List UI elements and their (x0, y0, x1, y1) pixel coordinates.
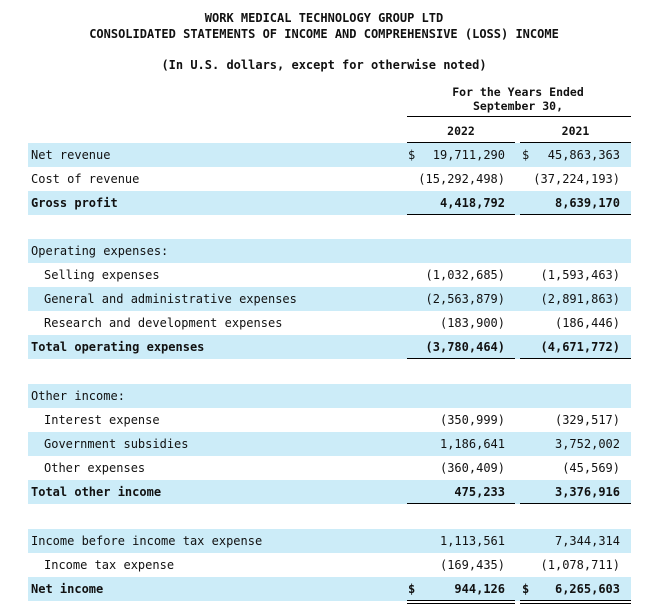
currency-symbol: $ (408, 148, 416, 162)
row-label: Other income: (31, 389, 125, 403)
currency-symbol: $ (408, 582, 416, 596)
row-label: Cost of revenue (31, 172, 140, 186)
row-label: Other expenses (44, 461, 146, 475)
value-2022: 475,233 (454, 485, 505, 499)
value-2022: (15,292,498) (418, 172, 505, 186)
period-heading-line1: For the Years Ended (452, 85, 584, 99)
row-label: General and administrative expenses (44, 292, 297, 306)
row-label: Net revenue (31, 148, 111, 162)
value-2022: (183,900) (439, 316, 505, 330)
value-2021: (37,224,193) (533, 172, 620, 186)
total-rule (407, 503, 515, 504)
value-2021: (329,517) (554, 413, 620, 427)
row-label: Research and development expenses (44, 316, 283, 330)
value-2021: (2,891,863) (540, 292, 620, 306)
value-2022: (360,409) (439, 461, 505, 475)
row-label: Total other income (31, 485, 162, 499)
row-label: Gross profit (31, 196, 118, 210)
statement-title: CONSOLIDATED STATEMENTS OF INCOME AND COMPREHENSIVE (LOSS) INCOME (89, 27, 559, 41)
interest-expense-row (28, 408, 631, 432)
row-label: Government subsidies (44, 437, 189, 451)
income-tax-expense-row (28, 553, 631, 577)
row-label: Interest expense (44, 413, 160, 427)
value-2022: 944,126 (454, 582, 505, 596)
net-revenue-row (28, 143, 631, 167)
value-2022: 1,113,561 (439, 534, 505, 548)
value-2021: 3,376,916 (554, 485, 620, 499)
net-income-row (28, 577, 631, 601)
value-2021: 8,639,170 (554, 196, 620, 210)
value-2022: (2,563,879) (425, 292, 505, 306)
currency-symbol: $ (522, 582, 530, 596)
value-2022: (1,032,685) (425, 268, 505, 282)
row-label: Net income (31, 582, 104, 596)
value-2021: 7,344,314 (554, 534, 620, 548)
r-and-d-row (28, 311, 631, 335)
total-rule (520, 358, 631, 359)
income-before-tax-row (28, 529, 631, 553)
selling-expenses-row (28, 263, 631, 287)
total-rule (520, 503, 631, 504)
total-operating-expenses-row (28, 335, 631, 359)
value-2022: 19,711,290 (432, 148, 505, 162)
total-rule (407, 358, 515, 359)
double-rule (520, 603, 631, 604)
row-label: Income before income tax expense (31, 534, 263, 548)
total-rule (520, 214, 631, 215)
value-2021: 3,752,002 (554, 437, 620, 451)
year-2021-header: 2021 (561, 124, 590, 138)
total-rule (407, 214, 515, 215)
value-2022: (3,780,464) (425, 340, 505, 354)
value-2021: (1,593,463) (540, 268, 620, 282)
row-label: Operating expenses: (31, 244, 169, 258)
value-2022: 1,186,641 (439, 437, 505, 451)
period-heading-line2: September 30, (472, 99, 563, 113)
value-2021: 6,265,603 (554, 582, 620, 596)
government-subsidies-row (28, 432, 631, 456)
value-2022: 4,418,792 (439, 196, 505, 210)
double-rule (407, 600, 515, 601)
company-name: WORK MEDICAL TECHNOLOGY GROUP LTD (204, 11, 444, 25)
double-rule (407, 603, 515, 604)
operating-expenses-header-row (28, 239, 631, 263)
cost-of-revenue-row (28, 167, 631, 191)
value-2021: 45,863,363 (547, 148, 620, 162)
value-2021: (45,569) (562, 461, 620, 475)
value-2022: (169,435) (439, 558, 505, 572)
row-label: Income tax expense (44, 558, 175, 572)
row-label: Total operating expenses (31, 340, 205, 354)
value-2021: (1,078,711) (540, 558, 620, 572)
period-underline (407, 116, 631, 117)
other-expenses-row (28, 456, 631, 480)
year-2022-header: 2022 (447, 124, 475, 138)
value-2021: (4,671,772) (540, 340, 620, 354)
row-label: Selling expenses (44, 268, 160, 282)
units-note: (In U.S. dollars, except for otherwise noted) (161, 58, 487, 72)
currency-symbol: $ (522, 148, 530, 162)
value-2022: (350,999) (439, 413, 505, 427)
other-income-header-row (28, 384, 631, 408)
value-2021: (186,446) (554, 316, 620, 330)
gross-profit-row (28, 191, 631, 215)
double-rule (520, 600, 631, 601)
g-and-a-row (28, 287, 631, 311)
total-other-income-row (28, 480, 631, 504)
